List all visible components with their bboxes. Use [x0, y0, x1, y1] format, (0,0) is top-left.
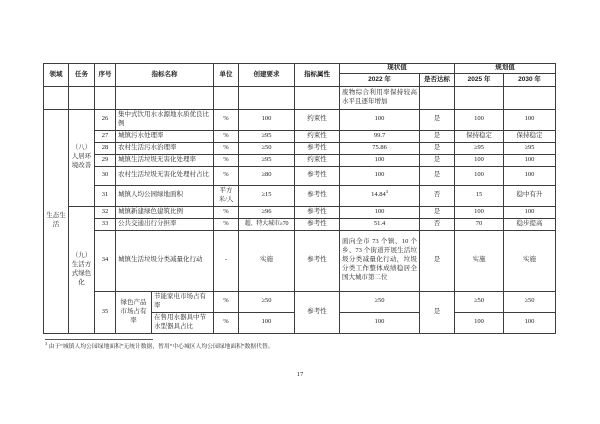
row-35b-unit: % — [214, 312, 239, 333]
row-34-indicator: 城镇生活垃圾分类减量化行动 — [116, 230, 214, 291]
row-31-requirement: ≥15 — [239, 185, 295, 206]
header-unit: 单位 — [214, 64, 239, 87]
row-34-value-2030: 实施 — [504, 230, 556, 291]
footnote-marker: 3 — [45, 341, 48, 347]
header-year-2025: 2025 年 — [455, 74, 504, 87]
indicator-table — [43, 63, 556, 334]
table-row — [44, 230, 556, 291]
row-35b-value-2030: 100 — [504, 312, 556, 333]
row-35-group-indicator: 绿色产品市场占有率 — [116, 291, 152, 333]
row-26-met: 是 — [420, 110, 455, 131]
row-26-value-2030: 100 — [504, 110, 556, 131]
row-34-attribute: 参考性 — [295, 230, 340, 291]
row-28-value-2030: ≥95 — [504, 142, 556, 154]
row-35a-requirement: ≥50 — [239, 291, 295, 312]
row-33-indicator: 公共交通出行分担率 — [116, 218, 214, 230]
row-27-value-2025: 保持稳定 — [455, 130, 504, 142]
row-28-indicator: 农村生活污水治理率 — [116, 142, 214, 154]
row-35a-value-2022: ≥50 — [340, 291, 420, 312]
header-met: 是否达标 — [420, 74, 455, 87]
table-row — [44, 142, 556, 154]
page-number: 17 — [296, 371, 304, 378]
carryover-indicator — [116, 87, 214, 110]
header-year-2030: 2030 年 — [504, 74, 556, 87]
table-row — [44, 206, 556, 218]
row-35b-value-2025: 100 — [455, 312, 504, 333]
row-26-unit: % — [214, 110, 239, 131]
row-31-no: 31 — [95, 185, 116, 206]
row-29-value-2025: 100 — [455, 154, 504, 166]
row-35a-unit: % — [214, 291, 239, 312]
row-30-value-2030: 100 — [504, 166, 556, 185]
table-row — [44, 130, 556, 142]
row-28-no: 28 — [95, 142, 116, 154]
row-33-value-2022: 51.4 — [340, 218, 420, 230]
row-29-met: 是 — [420, 154, 455, 166]
row-32-requirement: ≥96 — [239, 206, 295, 218]
carryover-value-2022: 废物综合利用率保持较高水平且逐年增加 — [340, 87, 420, 110]
carryover-no — [95, 87, 116, 110]
header-task: 任务 — [69, 64, 95, 87]
row-35a-value-2025: ≥50 — [455, 291, 504, 312]
row-35b-value-2022: 100 — [340, 312, 420, 333]
row-30-value-2025: 100 — [455, 166, 504, 185]
row-35-met: 是 — [420, 291, 455, 333]
carryover-attribute — [295, 87, 340, 110]
row-28-unit: % — [214, 142, 239, 154]
row-30-no: 30 — [95, 166, 116, 185]
task-cell-9: （九）生活方式绿色化 — [69, 206, 95, 333]
row-34-unit: - — [214, 230, 239, 291]
row-30-met: 是 — [420, 166, 455, 185]
row-34-met: 是 — [420, 230, 455, 291]
table-header-row-1 — [44, 64, 556, 74]
footnote-text: 由于“城镇人均公园绿地面积”无统计数据，暂用“中心城区人均公园绿地面积”数据代替。 — [48, 344, 274, 350]
row-34-no: 34 — [95, 230, 116, 291]
row-29-unit: % — [214, 154, 239, 166]
header-requirement: 创建要求 — [239, 64, 295, 87]
row-31-value-2022 — [340, 185, 420, 206]
row-29-attribute: 约束性 — [295, 154, 340, 166]
row-26-attribute: 约束性 — [295, 110, 340, 131]
row-27-attribute: 约束性 — [295, 130, 340, 142]
carryover-value-2025 — [455, 87, 504, 110]
carryover-met — [420, 87, 455, 110]
row-33-value-2030: 稳步提高 — [504, 218, 556, 230]
row-29-value-2022: 100 — [340, 154, 420, 166]
row-32-value-2030: 100 — [504, 206, 556, 218]
row-31-value-2030: 稳中有升 — [504, 185, 556, 206]
row-27-no: 27 — [95, 130, 116, 142]
row-27-requirement: ≥95 — [239, 130, 295, 142]
row-33-value-2025: 70 — [455, 218, 504, 230]
row-35a-indicator: 节能家电市场占有率 — [152, 291, 214, 312]
row-29-indicator: 城镇生活垃圾无害化处理率 — [116, 154, 214, 166]
row-32-value-2025: 100 — [455, 206, 504, 218]
row-35-no: 35 — [95, 291, 116, 333]
row-31-unit: 平方米/人 — [214, 185, 239, 206]
row-31-value-2025: 15 — [455, 185, 504, 206]
row-32-attribute: 参考性 — [295, 206, 340, 218]
table-row — [44, 154, 556, 166]
row-33-no: 33 — [95, 218, 116, 230]
row-27-unit: % — [214, 130, 239, 142]
domain-cell: 生态生活 — [44, 110, 69, 334]
row-30-attribute: 参考性 — [295, 166, 340, 185]
row-26-requirement: 100 — [239, 110, 295, 131]
row-32-met: 是 — [420, 206, 455, 218]
header-no: 序号 — [95, 64, 116, 87]
row-32-value-2022: 100 — [340, 206, 420, 218]
table-row — [44, 166, 556, 185]
row-26-value-2025: 100 — [455, 110, 504, 131]
row-32-unit: % — [214, 206, 239, 218]
row-26-indicator: 集中式饮用水水源地水质优良比例 — [116, 110, 214, 131]
row-29-value-2030: 100 — [504, 154, 556, 166]
row-28-requirement: ≥50 — [239, 142, 295, 154]
row-33-unit: % — [214, 218, 239, 230]
table-row — [44, 110, 556, 131]
row-34-value-2022: 面向全市 73 个镇、10 个乡、73 个街道开展生活垃圾分类减量化行动，垃圾分类工作整体成绩稳居全国大城市第二位 — [340, 230, 420, 291]
row-31-value-2022-number: 14.84 — [371, 191, 386, 199]
row-33-requirement: 超、特大城市≥70 — [239, 218, 295, 230]
table-row — [44, 218, 556, 230]
row-31-met: 否 — [420, 185, 455, 206]
carryover-row — [44, 87, 556, 110]
row-31-indicator: 城镇人均公园绿地面积 — [116, 185, 214, 206]
row-35b-requirement: 100 — [239, 312, 295, 333]
footnote-divider — [45, 339, 153, 340]
row-33-met: 否 — [420, 218, 455, 230]
row-28-attribute: 参考性 — [295, 142, 340, 154]
row-28-value-2022: 75.86 — [340, 142, 420, 154]
header-domain: 领域 — [44, 64, 69, 87]
header-current-group: 现状值 — [340, 64, 455, 74]
row-34-requirement: 实施 — [239, 230, 295, 291]
row-27-met: 是 — [420, 130, 455, 142]
table-row — [44, 185, 556, 206]
row-30-value-2022: 100 — [340, 166, 420, 185]
header-attribute: 指标属性 — [295, 64, 340, 87]
carryover-task — [69, 87, 95, 110]
table-row — [44, 291, 556, 312]
row-26-no: 26 — [95, 110, 116, 131]
carryover-unit — [214, 87, 239, 110]
row-35b-indicator: 在售用水器具中节水型器具占比 — [152, 312, 214, 333]
footnote — [45, 343, 555, 352]
task-cell-8: （八）人居环境改善 — [69, 110, 95, 207]
carryover-requirement — [239, 87, 295, 110]
carryover-domain — [44, 87, 69, 110]
carryover-value-2030 — [504, 87, 556, 110]
row-31-attribute: 参考性 — [295, 185, 340, 206]
row-30-requirement: ≥80 — [239, 166, 295, 185]
row-28-value-2025: ≥95 — [455, 142, 504, 154]
row-27-indicator: 城镇污水处理率 — [116, 130, 214, 142]
row-35-attribute: 参考性 — [295, 291, 340, 333]
row-28-met: 是 — [420, 142, 455, 154]
row-27-value-2030: 保持稳定 — [504, 130, 556, 142]
header-plan-group: 规划值 — [455, 64, 556, 74]
header-year-2022: 2022 年 — [340, 74, 420, 87]
row-27-value-2022: 99.7 — [340, 130, 420, 142]
header-indicator: 指标名称 — [116, 64, 214, 87]
row-35a-value-2030: ≥50 — [504, 291, 556, 312]
row-30-indicator: 农村生活垃圾无害化处理村占比 — [116, 166, 214, 185]
row-33-attribute: 参考性 — [295, 218, 340, 230]
row-29-requirement: ≥95 — [239, 154, 295, 166]
row-26-value-2022: 100 — [340, 110, 420, 131]
footnote-reference-mark: 3 — [385, 189, 388, 195]
row-30-unit: % — [214, 166, 239, 185]
row-32-indicator: 城镇新建绿色建筑比例 — [116, 206, 214, 218]
row-32-no: 32 — [95, 206, 116, 218]
row-34-value-2025: 实施 — [455, 230, 504, 291]
row-29-no: 29 — [95, 154, 116, 166]
